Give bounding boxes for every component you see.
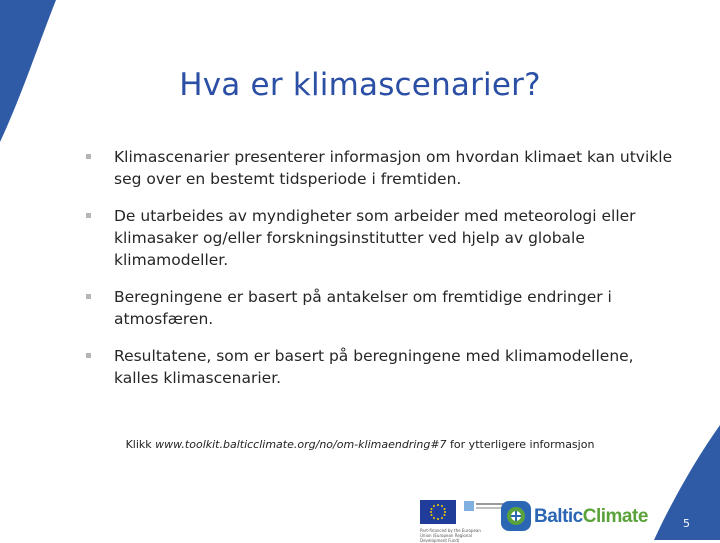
- bullet-item: [86, 345, 676, 389]
- slide-number: 5: [683, 517, 690, 530]
- bullet-item: [86, 205, 676, 271]
- slide-title: Hva er klimascenarier?: [179, 66, 541, 103]
- toolkit-link[interactable]: www.toolkit.balticclimate.org/no/om-klimaendring#7: [155, 438, 447, 451]
- eu-flag-icon: [420, 500, 456, 524]
- bullet-square-icon: [86, 154, 91, 159]
- more-info-line: [0, 438, 720, 451]
- more-info-prefix: Klikk: [125, 438, 156, 451]
- bullet-square-icon: [86, 353, 91, 358]
- more-info-suffix: for ytterligere informasjon: [446, 438, 595, 451]
- bullet-list: [86, 146, 676, 404]
- bullet-text: Resultatene, som er basert på beregningene med klimamodellene, kalles klimascenarier.: [114, 347, 634, 387]
- eu-fund-text: Part-financed by the European Union (European Regional Development Fund): [420, 528, 481, 543]
- bullet-item: [86, 146, 676, 190]
- balticclimate-emblem-icon: [500, 500, 532, 532]
- bullet-square-icon: [86, 213, 91, 218]
- balticclimate-logo-text: [534, 506, 648, 528]
- brand-part-2: Climate: [582, 506, 648, 527]
- bullet-text: De utarbeides av myndigheter som arbeider med meteorologi eller klimasaker og/eller forskningsinstitutter ved hjelp av globale klimamodeller.: [114, 207, 636, 269]
- bullet-item: [86, 286, 676, 330]
- bullet-square-icon: [86, 294, 91, 299]
- bullet-text: Klimascenarier presenterer informasjon om hvordan klimaet kan utvikle seg over en bestemt tidsperiode i fremtiden.: [114, 148, 673, 188]
- brand-part-1: Baltic: [534, 506, 583, 527]
- bullet-text: Beregningene er basert på antakelser om fremtidige endringer i atmosfæren.: [114, 288, 612, 328]
